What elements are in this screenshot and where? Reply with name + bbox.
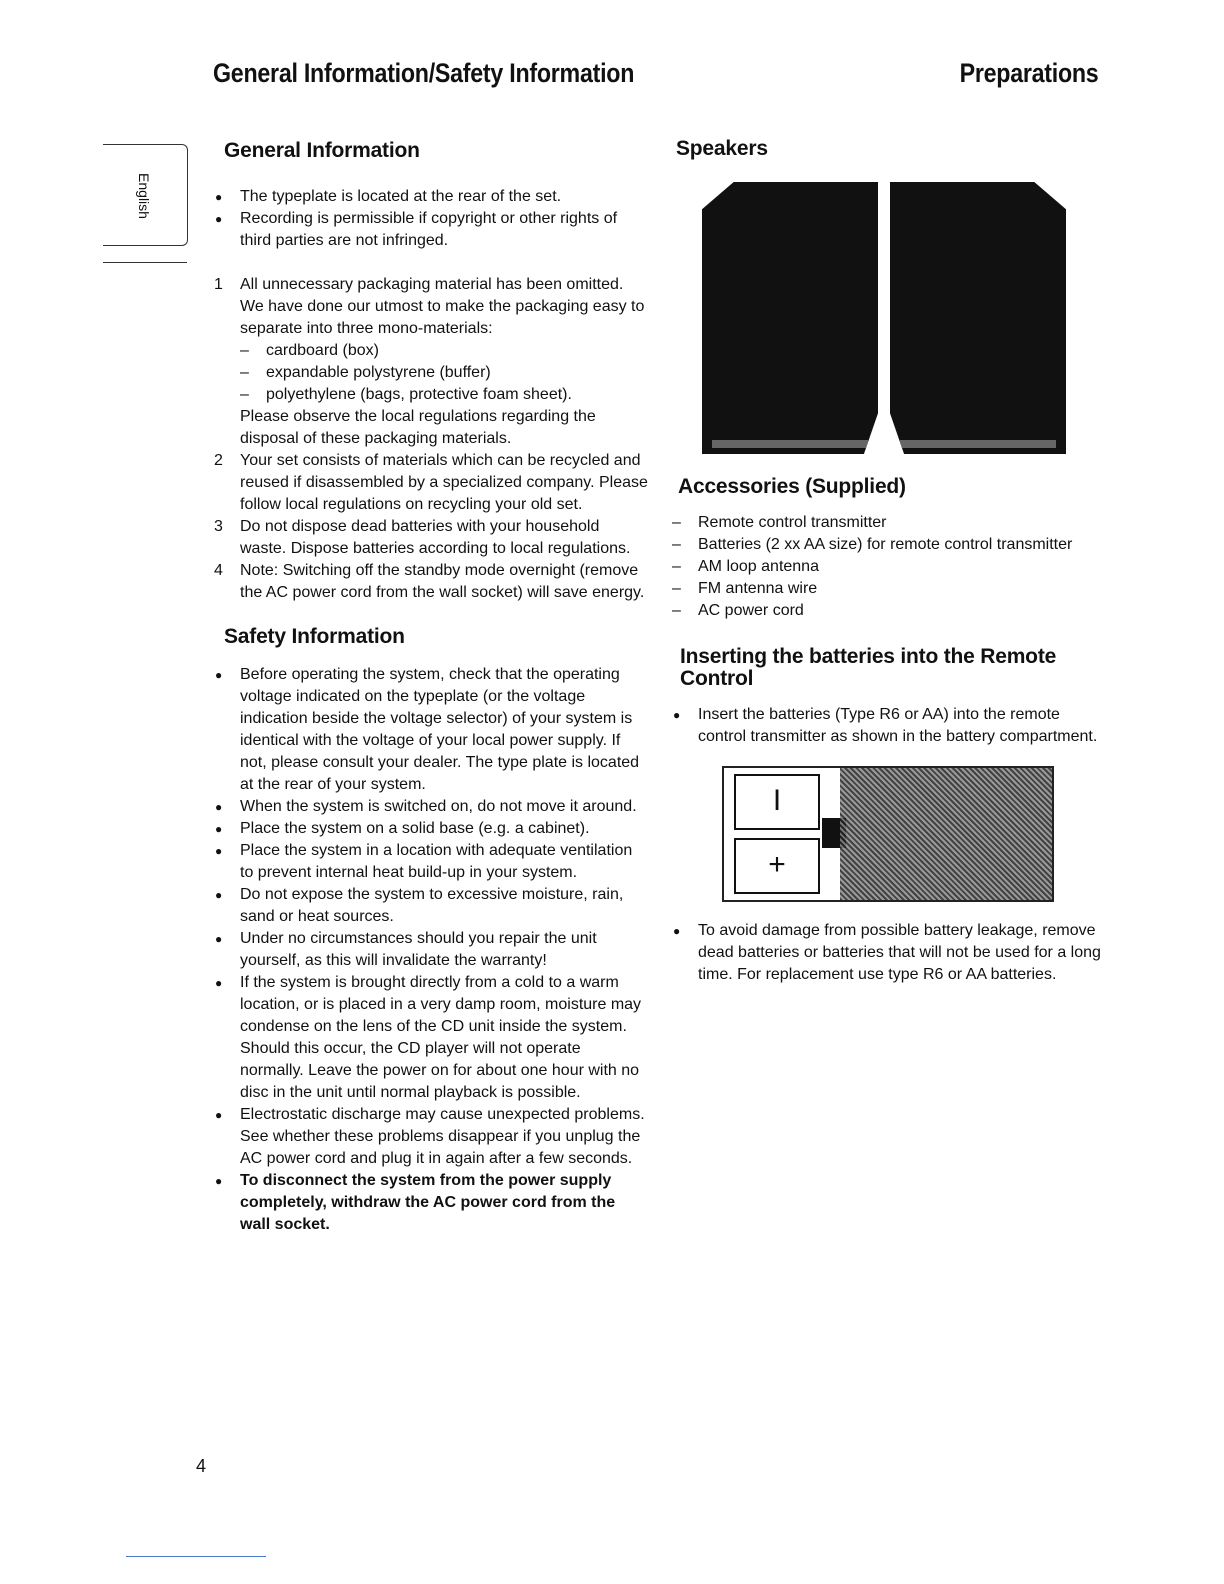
page-title: General Information/Safety Information xyxy=(213,58,635,88)
batteries-instruction-list xyxy=(666,704,1106,748)
remote-control-texture xyxy=(840,768,1052,900)
list-item: – polyethylene (bags, protective foam sheet). xyxy=(240,386,572,403)
section-title-preparations: Preparations xyxy=(959,58,1098,88)
list-item: ● Insert the batteries (Type R6 or AA) into the remote control transmitter as shown in the battery compartment. xyxy=(673,706,1098,745)
battery-compartment-figure xyxy=(722,766,1054,902)
language-tab-label: English xyxy=(136,173,152,219)
list-item: ● The typeplate is located at the rear of the set. xyxy=(208,186,648,208)
scan-artifact-line xyxy=(126,1556,266,1557)
speaker-right-image xyxy=(890,182,1066,454)
bullet-icon: ● xyxy=(215,212,223,226)
numbered-item-1: 1 All unnecessary packaging material has been omitted. We have done our utmost to make the packaging easy to separate into three mono-materials: xyxy=(214,276,645,337)
bullet-icon: ● xyxy=(215,1174,223,1188)
bullet-icon: ● xyxy=(215,976,223,990)
list-item: – FM antenna wire xyxy=(672,580,818,597)
bullet-icon: ● xyxy=(215,800,223,814)
list-item: – Batteries (2 xx AA size) for remote control transmitter xyxy=(672,536,1073,553)
batteries-warning-list xyxy=(666,920,1106,986)
page-number: 4 xyxy=(196,1456,207,1476)
bullet-icon: ● xyxy=(673,924,681,938)
list-item: ● Under no circumstances should you repair the unit yourself, as this will invalidate the warranty! xyxy=(215,930,597,969)
bullet-icon: ● xyxy=(215,844,223,858)
safety-info-heading: Safety Information xyxy=(224,625,405,648)
list-item: – AC power cord xyxy=(672,602,804,619)
list-item: ● To avoid damage from possible battery leakage, remove dead batteries or batteries that will not be used for a long time. For replacement use type R6 or AA batteries. xyxy=(673,922,1101,983)
numbered-item-3: 3 Do not dispose dead batteries with your household waste. Dispose batteries according to local regulations. xyxy=(214,518,631,557)
list-item: ● Before operating the system, check that the operating voltage indicated on the typeplate (or the voltage indication beside the voltage selector) of your system is identical with the voltage of your local power supply. If not, please consult your dealer. The type plate is located at the rear of your system. xyxy=(215,666,640,793)
list-item: ● Do not expose the system to excessive moisture, rain, sand or heat sources. xyxy=(215,886,624,925)
speakers-figure xyxy=(702,182,1106,454)
packaging-materials-list xyxy=(208,340,648,406)
right-column xyxy=(666,138,1106,986)
batteries-heading: Inserting the batteries into the Remote Control xyxy=(680,645,1057,690)
list-item: ● When the system is switched on, do not move it around. xyxy=(208,796,648,818)
list-item: ● Place the system in a location with adequate ventilation to prevent internal heat build-up in your system. xyxy=(215,842,633,881)
list-item-important: ● To disconnect the system from the power supply completely, withdraw the AC power cord from the wall socket. xyxy=(215,1172,616,1233)
bullet-icon: ● xyxy=(215,190,223,204)
bullet-icon: ● xyxy=(215,1108,223,1122)
bullet-icon: ● xyxy=(215,932,223,946)
list-item: – Remote control transmitter xyxy=(672,514,887,531)
bullet-icon: ● xyxy=(215,822,223,836)
numbered-item-4: 4 Note: Switching off the standby mode overnight (remove the AC power cord from the wall socket) will save energy. xyxy=(214,562,645,601)
bullet-icon: ● xyxy=(673,708,681,722)
battery-plus-cell: + xyxy=(734,838,820,894)
list-item: – cardboard (box) xyxy=(240,342,379,359)
general-info-heading: General Information xyxy=(224,139,420,162)
numbered-item-2: 2 Your set consists of materials which can be recycled and reused if disassembled by a specialized company. Please follow local regulations on recycling your old set. xyxy=(214,452,648,513)
accessories-list xyxy=(666,512,1106,622)
bullet-icon: ● xyxy=(215,668,223,682)
speakers-heading: Speakers xyxy=(676,137,768,160)
speaker-left-image xyxy=(702,182,878,454)
accessories-heading: Accessories (Supplied) xyxy=(678,475,906,498)
general-info-bullets xyxy=(208,186,648,252)
list-item: – AM loop antenna xyxy=(672,558,819,575)
list-item: ● If the system is brought directly from a cold to a warm location, or is placed in a very damp room, moisture may condense on the lens of the CD unit inside the system. Should this occur, the CD player will not operate normally. Leave the power on for about one hour with no disc in the unit until normal playback is possible. xyxy=(215,974,642,1101)
battery-minus-cell: I xyxy=(734,774,820,830)
disposal-note: Please observe the local regulations regarding the disposal of these packaging materials. xyxy=(240,408,596,447)
list-item: ● Place the system on a solid base (e.g. a cabinet). xyxy=(208,818,648,840)
tab-divider xyxy=(103,262,187,263)
list-item: ● Electrostatic discharge may cause unexpected problems. See whether these problems disappear if you unplug the AC power cord and plug it in again after a few seconds. xyxy=(215,1106,645,1167)
left-column xyxy=(208,140,648,1236)
safety-bullets xyxy=(208,664,648,1236)
list-item: ● Recording is permissible if copyright or other rights of third parties are not infringed. xyxy=(215,210,618,249)
list-item: – expandable polystyrene (buffer) xyxy=(240,364,491,381)
bullet-icon: ● xyxy=(215,888,223,902)
